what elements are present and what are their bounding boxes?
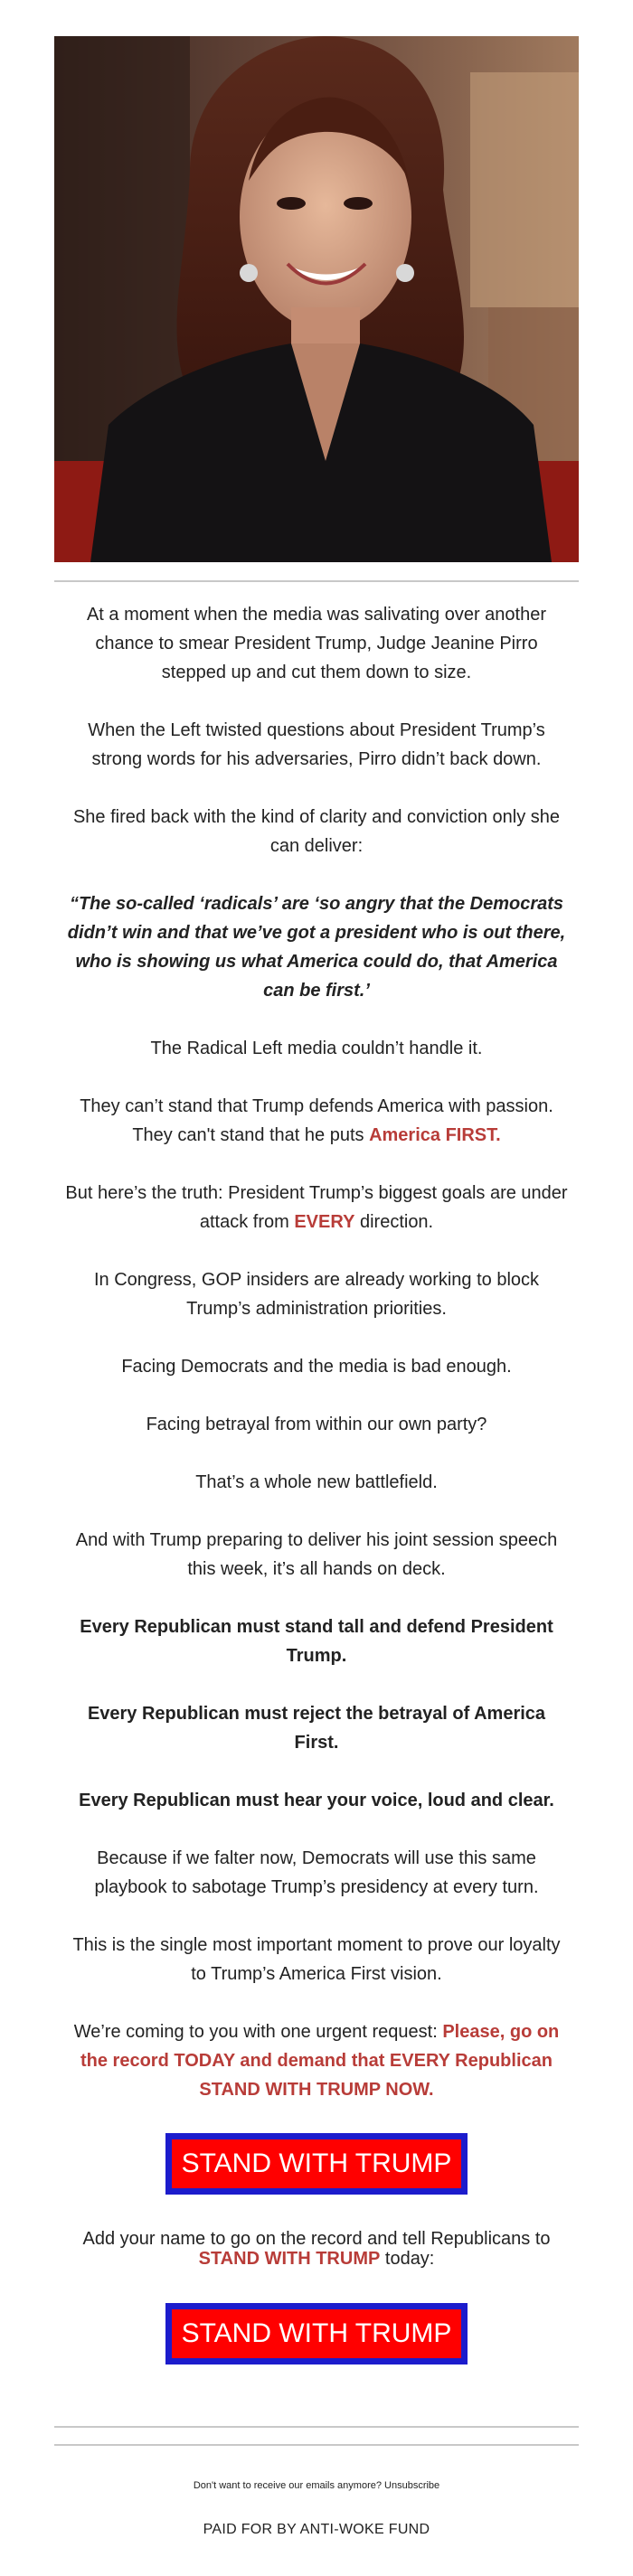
email-content	[54, 36, 579, 2538]
hero-image	[54, 36, 579, 562]
paragraph: In Congress, GOP insiders are already working to block Trump’s administration priorities.	[93, 1270, 540, 1319]
footer-divider	[54, 2426, 579, 2428]
paragraph: And with Trump preparing to deliver his joint session speech this week, it’s all hands on deck.	[75, 1530, 558, 1579]
paragraph: Because if we falter now, Democrats will use this same playbook to sabotage Trump’s presidency at every turn.	[94, 1848, 539, 1897]
paragraph-text: We’re coming to you with one urgent request:	[73, 2022, 443, 2042]
unsubscribe-text[interactable]: Don't want to receive our emails anymore? Unsubscribe	[193, 2480, 440, 2491]
paragraph: When the Left twisted questions about President Trump’s strong words for his adversaries, Pirro didn’t back down.	[88, 720, 545, 769]
accent-text: America FIRST.	[369, 1125, 501, 1145]
accent-text: EVERY	[294, 1212, 355, 1232]
paragraph-request	[65, 2017, 568, 2104]
portrait-photo-icon	[54, 36, 579, 562]
stand-with-trump-button[interactable]: STAND WITH TRUMP	[165, 2303, 468, 2364]
paragraph-truth	[65, 1179, 568, 1236]
accent-text: Please, go on the record TODAY and demand that EVERY Republican STAND WITH TRUMP NOW.	[80, 2022, 560, 2100]
email-body	[54, 600, 579, 2364]
pirro-quote: “The so-called ‘radicals’ are ‘so angry that the Democrats didn’t win and that we’ve got a president who is out there, who is showing us what America could do, that America can be first.’	[67, 894, 566, 1001]
paragraph-passion	[65, 1092, 568, 1150]
paragraph: She fired back with the kind of clarity and conviction only she can deliver:	[72, 807, 561, 856]
paragraph-text: direction.	[354, 1212, 434, 1232]
accent-link[interactable]: STAND WITH TRUMP	[198, 2249, 381, 2269]
paragraph-text: But here’s the truth: President Trump’s biggest goals are under attack from	[65, 1183, 568, 1232]
paragraph: This is the single most important moment to prove our loyalty to Trump’s America First vision.	[72, 1935, 561, 1984]
bold-line: Every Republican must reject the betrayal of America First.	[87, 1704, 546, 1753]
top-divider	[54, 580, 579, 582]
bold-line: Every Republican must stand tall and defend President Trump.	[80, 1617, 553, 1666]
bold-line: Every Republican must hear your voice, loud and clear.	[79, 1791, 554, 1810]
cta-wrapper	[65, 2303, 568, 2364]
paragraph: At a moment when the media was salivating over another chance to smear President Trump, Judge Jeanine Pirro stepped up and cut them down to size.	[86, 605, 547, 682]
footer-divider	[54, 2444, 579, 2446]
paragraph: That’s a whole new battlefield.	[195, 1472, 438, 1492]
add-name-text	[65, 2229, 568, 2269]
paragraph: The Radical Left media couldn’t handle it.	[150, 1039, 483, 1058]
paragraph: Facing betrayal from within our own party?	[146, 1415, 487, 1434]
paragraph-text: today:	[380, 2249, 435, 2269]
paragraph-text: They can’t stand that Trump defends America with passion. They can't stand that he puts	[80, 1096, 553, 1145]
paragraph-text: Add your name to go on the record and tell Republicans to	[82, 2229, 551, 2249]
stand-with-trump-button[interactable]: STAND WITH TRUMP	[165, 2133, 468, 2195]
paragraph: Facing Democrats and the media is bad enough.	[121, 1357, 512, 1377]
paid-for-text: PAID FOR BY ANTI-WOKE FUND	[203, 2522, 430, 2537]
cta-wrapper	[65, 2133, 568, 2195]
